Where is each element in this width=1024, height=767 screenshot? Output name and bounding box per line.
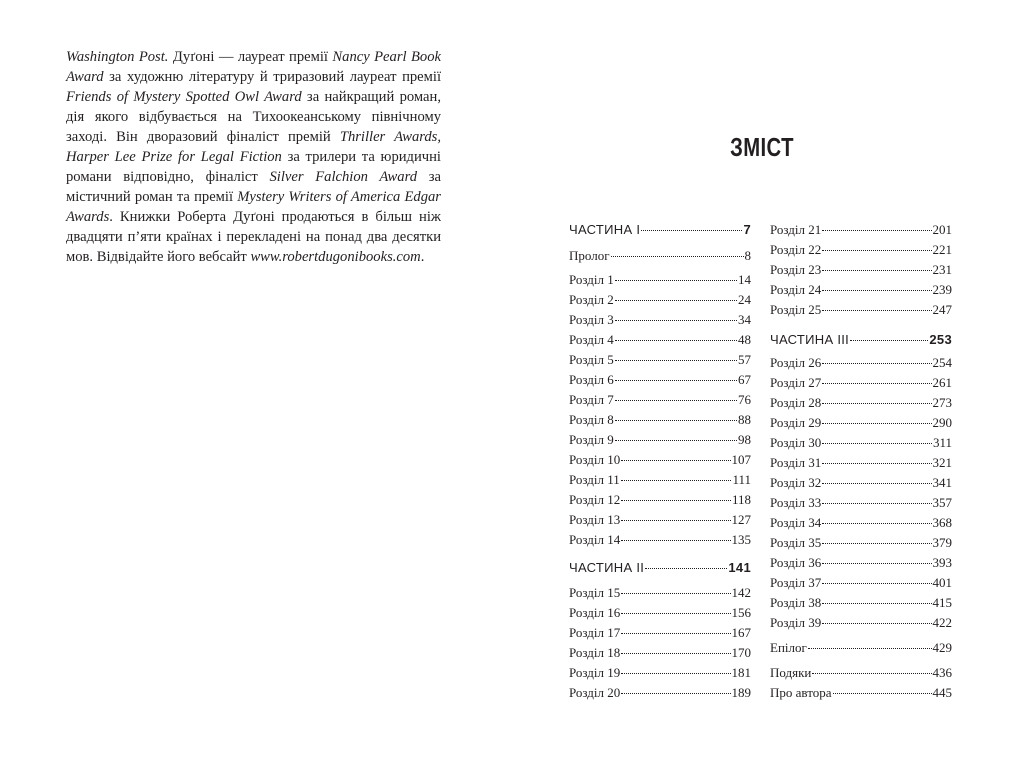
toc-entry (770, 515, 952, 535)
toc-entry-page: 127 (731, 512, 751, 527)
toc-entry-page: 368 (932, 515, 952, 530)
bio-segment: . (420, 249, 425, 265)
dot-leader (615, 440, 737, 441)
toc-entry-page: 321 (932, 455, 952, 470)
toc-entry-label: Розділ 20 (569, 685, 621, 700)
toc-entry (569, 372, 751, 392)
toc-entry-label: Розділ 13 (569, 512, 621, 527)
toc-entry-label: ЧАСТИНА II (569, 560, 645, 575)
bio-segment: за найкращий роман, дія якого відбувається на Тихоокеанському північному заході. Він дворазовий фіналіст премій (66, 89, 441, 145)
toc-entry-page: 231 (932, 262, 952, 277)
bio-italic-segment: Friends of Mystery Spotted Owl Award (66, 89, 302, 105)
toc-entry-page: 290 (932, 415, 952, 430)
dot-leader (822, 543, 931, 544)
toc-entry-label: Розділ 15 (569, 585, 621, 600)
toc-entry-page: 253 (929, 332, 952, 347)
toc-entry-page: 357 (932, 495, 952, 510)
toc-entry (770, 495, 952, 515)
bio-italic-segment: www.robertdugonibooks.com (250, 249, 421, 265)
toc-entry-label: Розділ 24 (770, 282, 822, 297)
toc-entry-page: 57 (738, 352, 751, 367)
toc-entry-page: 167 (731, 625, 751, 640)
dot-leader (822, 290, 931, 291)
toc-entry-label: Розділ 18 (569, 645, 621, 660)
toc-entry-label: Розділ 29 (770, 415, 822, 430)
toc-entry (569, 665, 751, 685)
toc-entry-label: ЧАСТИНА I (569, 222, 641, 237)
dot-leader (645, 568, 727, 569)
toc-entry (569, 272, 751, 292)
dot-leader (822, 563, 931, 564)
toc-entry-page: 24 (738, 292, 751, 307)
toc-entry-label: Розділ 31 (770, 455, 822, 470)
toc-entry-page: 156 (731, 605, 751, 620)
dot-leader (822, 483, 931, 484)
toc-entry (770, 555, 952, 575)
toc-entry-label: Розділ 32 (770, 475, 822, 490)
toc-entry-page: 111 (732, 472, 751, 487)
dot-leader (822, 403, 931, 404)
dot-leader (621, 460, 730, 461)
toc-entry-label: Розділ 8 (569, 412, 614, 427)
toc-entry (770, 375, 952, 395)
toc-entry (770, 615, 952, 635)
toc-part-entry (569, 222, 751, 242)
toc-entry-label: Розділ 33 (770, 495, 822, 510)
bio-segment: за художню літературу й триразовий лауреат премії (103, 69, 441, 85)
toc-entry (770, 665, 952, 685)
dot-leader (621, 500, 731, 501)
toc-entry-page: 48 (738, 332, 751, 347)
toc-entry (569, 452, 751, 472)
toc-entry (569, 432, 751, 452)
toc-entry-label: Розділ 7 (569, 392, 614, 407)
dot-leader (615, 320, 737, 321)
dot-leader (822, 270, 931, 271)
toc-entry-label: Розділ 30 (770, 435, 822, 450)
dot-leader (822, 250, 931, 251)
toc-entry (770, 595, 952, 615)
dot-leader (822, 583, 931, 584)
dot-leader (822, 523, 931, 524)
toc-entry-page: 422 (932, 615, 952, 630)
toc-entry-page: 7 (743, 222, 751, 237)
toc-entry-page: 393 (932, 555, 952, 570)
toc-entry (770, 575, 952, 595)
toc-entry-page: 76 (738, 392, 751, 407)
dot-leader (822, 623, 931, 624)
toc-entry (770, 535, 952, 555)
toc-entry-label: Пролог (569, 248, 610, 263)
toc-entry-page: 254 (932, 355, 952, 370)
toc-entry-page: 273 (932, 395, 952, 410)
toc-entry-label: Розділ 17 (569, 625, 621, 640)
toc-entry-label: ЧАСТИНА III (770, 332, 850, 347)
dot-leader (621, 480, 732, 481)
bio-italic-segment: Nancy Pearl Book Award (66, 49, 441, 85)
bio-italic-segment: Washington Post. (66, 49, 169, 65)
toc-entry-label: Розділ 27 (770, 375, 822, 390)
toc-entry (569, 352, 751, 372)
toc-entry-label: Розділ 39 (770, 615, 822, 630)
toc-entry (569, 625, 751, 645)
toc-entry-page: 401 (932, 575, 952, 590)
toc-entry-page: 379 (932, 535, 952, 550)
dot-leader (615, 300, 737, 301)
toc-entry-page: 429 (932, 640, 952, 655)
toc-entry-label: Розділ 9 (569, 432, 614, 447)
toc-entry-label: Розділ 2 (569, 292, 614, 307)
toc-entry (770, 222, 952, 242)
toc-entry-label: Розділ 38 (770, 595, 822, 610)
toc-entry-page: 170 (731, 645, 751, 660)
dot-leader (822, 310, 931, 311)
toc-entry-page: 261 (932, 375, 952, 390)
toc-entry (569, 292, 751, 312)
dot-leader (621, 520, 730, 521)
dot-leader (833, 693, 932, 694)
dot-leader (621, 673, 730, 674)
toc-entry-label: Розділ 28 (770, 395, 822, 410)
toc-entry (569, 512, 751, 532)
toc-entry-label: Розділ 3 (569, 312, 614, 327)
toc-entry (569, 412, 751, 432)
bio-segment: за містичний роман та премії (66, 169, 441, 205)
toc-entry-label: Розділ 10 (569, 452, 621, 467)
dot-leader (615, 360, 737, 361)
dot-leader (641, 230, 742, 231)
dot-leader (822, 363, 931, 364)
toc-entry-page: 98 (738, 432, 751, 447)
toc-entry (770, 242, 952, 262)
dot-leader (615, 340, 737, 341)
toc-entry-label: Розділ 11 (569, 472, 620, 487)
toc-entry-page: 142 (731, 585, 751, 600)
toc-entry-label: Розділ 26 (770, 355, 822, 370)
toc-title: ЗМІСТ (730, 132, 794, 162)
dot-leader (621, 613, 730, 614)
dot-leader (621, 653, 730, 654)
toc-entry-label: Про автора (770, 685, 832, 700)
toc-entry-page: 311 (932, 435, 952, 450)
dot-leader (822, 423, 931, 424)
toc-entry-label: Розділ 36 (770, 555, 822, 570)
dot-leader (621, 633, 730, 634)
toc-entry (569, 585, 751, 605)
toc-entry (569, 532, 751, 552)
dot-leader (615, 420, 737, 421)
dot-leader (812, 673, 931, 674)
dot-leader (615, 280, 737, 281)
toc-entry-label: Розділ 22 (770, 242, 822, 257)
toc-entry-label: Епілог (770, 640, 807, 655)
toc-entry-page: 34 (738, 312, 751, 327)
toc-entry (770, 302, 952, 322)
toc-entry (770, 475, 952, 495)
bio-segment: . Книжки Роберта Дуґоні продаються в більш ніж двадцяти п’яти країнах і перекладені на понад два десятки мов. Відвідайте його вебсайт (66, 209, 441, 265)
toc-entry (569, 332, 751, 352)
toc-entry-label: Розділ 23 (770, 262, 822, 277)
toc-entry (569, 605, 751, 625)
dot-leader (850, 340, 928, 341)
toc-entry-page: 14 (738, 272, 751, 287)
dot-leader (822, 230, 931, 231)
toc-entry-page: 107 (731, 452, 751, 467)
toc-entry-page: 221 (932, 242, 952, 257)
toc-entry (569, 645, 751, 665)
bio-italic-segment: Mystery Writers of America Edgar Awards (66, 189, 441, 225)
toc-entry-label: Розділ 14 (569, 532, 621, 547)
toc-entry (569, 312, 751, 332)
toc-entry-label: Розділ 6 (569, 372, 614, 387)
toc-entry (770, 355, 952, 375)
toc-entry (770, 282, 952, 302)
toc-entry (770, 262, 952, 282)
toc-entry (569, 685, 751, 705)
dot-leader (615, 400, 737, 401)
toc-entry-label: Розділ 5 (569, 352, 614, 367)
toc-part-entry (770, 332, 952, 352)
dot-leader (822, 383, 931, 384)
dot-leader (822, 463, 931, 464)
toc-entry (770, 395, 952, 415)
toc-entry (770, 415, 952, 435)
toc-entry-label: Розділ 21 (770, 222, 822, 237)
toc-column-right (770, 222, 952, 705)
author-bio (66, 47, 441, 267)
bio-italic-segment: Thriller Awards, Harper Lee Prize for Legal Fiction (66, 129, 442, 165)
toc-entry-label: Подяки (770, 665, 812, 680)
toc-entry (770, 455, 952, 475)
bio-segment: Дуґоні — лауреат премії (168, 49, 333, 65)
toc-entry-label: Розділ 37 (770, 575, 822, 590)
dot-leader (621, 593, 730, 594)
toc-entry-label: Розділ 25 (770, 302, 822, 317)
toc-entry-label: Розділ 16 (569, 605, 621, 620)
toc-entry-page: 118 (731, 492, 751, 507)
toc-entry-label: Розділ 1 (569, 272, 614, 287)
toc-entry-label: Розділ 4 (569, 332, 614, 347)
toc-entry-page: 247 (932, 302, 952, 317)
toc-entry-page: 415 (932, 595, 952, 610)
dot-leader (615, 380, 737, 381)
dot-leader (822, 603, 931, 604)
toc-entry (569, 492, 751, 512)
toc-part-entry (569, 560, 751, 580)
toc-entry-label: Розділ 35 (770, 535, 822, 550)
toc-entry (770, 640, 952, 660)
dot-leader (822, 503, 931, 504)
bio-italic-segment: Silver Falchion Award (269, 169, 417, 185)
toc-entry (770, 685, 952, 705)
toc-column-left (569, 222, 751, 705)
toc-entry (770, 435, 952, 455)
dot-leader (822, 443, 932, 444)
toc-entry-page: 436 (932, 665, 952, 680)
toc-entry-page: 341 (932, 475, 952, 490)
toc-entry-page: 445 (932, 685, 952, 700)
toc-entry-page: 239 (932, 282, 952, 297)
toc-entry-page: 135 (731, 532, 751, 547)
toc-entry (569, 248, 751, 268)
toc-entry-page: 8 (744, 248, 751, 263)
toc-entry (569, 472, 751, 492)
toc-entry (569, 392, 751, 412)
dot-leader (611, 256, 744, 257)
dot-leader (808, 648, 932, 649)
toc-entry-page: 141 (728, 560, 751, 575)
toc-entry-page: 67 (738, 372, 751, 387)
toc-entry-page: 181 (731, 665, 751, 680)
bio-segment: за трилери та юридичні романи відповідно, фіналіст (66, 149, 441, 185)
toc-entry-label: Розділ 12 (569, 492, 621, 507)
toc-entry-label: Розділ 34 (770, 515, 822, 530)
toc-entry-page: 201 (932, 222, 952, 237)
dot-leader (621, 540, 730, 541)
toc-entry-page: 88 (738, 412, 751, 427)
toc-entry-page: 189 (731, 685, 751, 700)
toc-entry-label: Розділ 19 (569, 665, 621, 680)
dot-leader (621, 693, 730, 694)
